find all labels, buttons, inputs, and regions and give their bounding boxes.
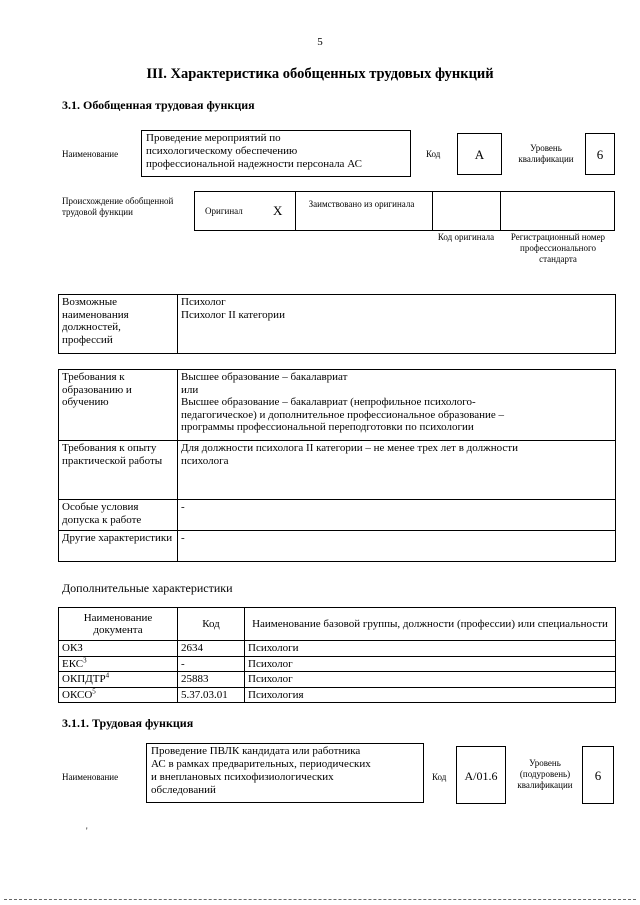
gtf-heading: 3.1. Обобщенная трудовая функция [62, 98, 255, 112]
doc-cell: ОКЗ [59, 641, 178, 657]
education-line: программы профессиональной переподготовки по психологии [181, 421, 474, 433]
tf-name-line: АС в рамках предварительных, периодических [151, 758, 371, 770]
experience-values [178, 441, 616, 500]
header-code: Код [178, 608, 245, 641]
name-cell: Психология [245, 687, 616, 703]
code-cell: 5.37.03.01 [178, 687, 245, 703]
code-cell: - [178, 656, 245, 672]
position-item: Психолог [181, 296, 226, 308]
name-cell: Психолог [245, 672, 616, 688]
origin-divider [295, 192, 296, 230]
original-label: Оригинал [205, 206, 243, 216]
gtf-name-box [141, 130, 411, 177]
origin-divider [500, 192, 501, 230]
education-label: Требования к образованию и обучению [59, 370, 178, 441]
gtf-name-line: психологическому обеспечению [146, 145, 298, 157]
section-title: III. Характеристика обобщенных трудовых функций [146, 66, 494, 82]
tf-name-box [146, 743, 424, 803]
table-row [59, 687, 616, 703]
corner-mark: ' [86, 826, 88, 836]
positions-values [178, 295, 616, 354]
gtf-code-value: A [474, 147, 485, 162]
origin-table [194, 191, 615, 231]
gtf-level-box [585, 133, 615, 175]
tf-name-line: и внеплановых психофизиологических [151, 771, 334, 783]
gtf-level-value: 6 [596, 147, 604, 162]
tf-name-line: Проведение ПВЛК кандидата или работника [151, 745, 361, 757]
tf-code-box [456, 746, 506, 804]
reg-number-label: Регистрационный номер профессионального стандарта [510, 232, 606, 264]
additional-table [58, 607, 616, 703]
education-line: Высшее образование – бакалавриат [181, 371, 348, 383]
experience-label: Требования к опыту практической работы [59, 441, 178, 500]
origin-label: Происхождение обобщенной трудовой функции [62, 196, 174, 217]
gtf-code-label: Код [426, 149, 441, 159]
gtf-name-line: профессиональной надежности персонала АС [146, 158, 362, 170]
origin-divider [432, 192, 433, 230]
position-item: Психолог II категории [181, 308, 285, 321]
page-edge-line [4, 899, 636, 900]
doc-cell: ЕКС$^3$ [59, 656, 178, 672]
tf-name-label: Наименование [62, 772, 119, 782]
borrowed-label: Заимствовано из оригинала [308, 199, 415, 209]
experience-line: психолога [181, 454, 229, 467]
tf-heading: 3.1.1. Трудовая функция [62, 716, 194, 730]
original-mark: X [273, 203, 283, 218]
doc-cell: ОКСО$^5$ [59, 687, 178, 703]
positions-table [58, 294, 616, 354]
code-cell: 25883 [178, 672, 245, 688]
tf-level-value: 6 [594, 768, 602, 783]
code-cell: 2634 [178, 641, 245, 657]
experience-line: Для должности психолога II категории – не менее трех лет в должности [181, 442, 518, 454]
gtf-code-box [457, 133, 502, 175]
tf-code-value: A/01.6 [464, 769, 498, 783]
positions-label: Возможные наименования должностей, профессий [59, 295, 178, 354]
header-document: Наименование документа [59, 608, 178, 641]
name-cell: Психологи [245, 641, 616, 657]
requirements-table [58, 369, 616, 562]
tf-level-box [582, 746, 614, 804]
gtf-level-label: Уровень квалификации [518, 143, 574, 164]
special-conditions-label: Особые условия допуска к работе [59, 500, 178, 531]
header-name: Наименование базовой группы, должности (профессии) или специальности [245, 608, 616, 641]
other-characteristics-label: Другие характеристики [59, 531, 178, 562]
table-row [59, 656, 616, 672]
gtf-name-line: Проведение мероприятий по [146, 132, 281, 144]
tf-name-line: обследований [151, 784, 216, 796]
other-characteristics-value: - [178, 531, 616, 562]
additional-heading: Дополнительные характеристики [62, 581, 233, 595]
tf-code-label: Код [432, 772, 447, 782]
doc-cell: ОКПДТР$^4$ [59, 672, 178, 688]
education-line: или [181, 383, 199, 396]
page-number: 5 [317, 36, 323, 48]
education-values [178, 370, 616, 441]
name-cell: Психолог [245, 656, 616, 672]
table-row [59, 672, 616, 688]
education-line: педагогическое) и дополнительное профессиональное образование – [181, 408, 505, 421]
code-original-label: Код оригинала [437, 232, 495, 242]
table-row [59, 641, 616, 657]
gtf-name-label: Наименование [62, 149, 119, 159]
tf-level-label: Уровень (подуровень) квалификации [517, 758, 573, 790]
special-conditions-value: - [178, 500, 616, 531]
education-line: Высшее образование – бакалавриат (непрофильное психолого- [181, 396, 476, 408]
